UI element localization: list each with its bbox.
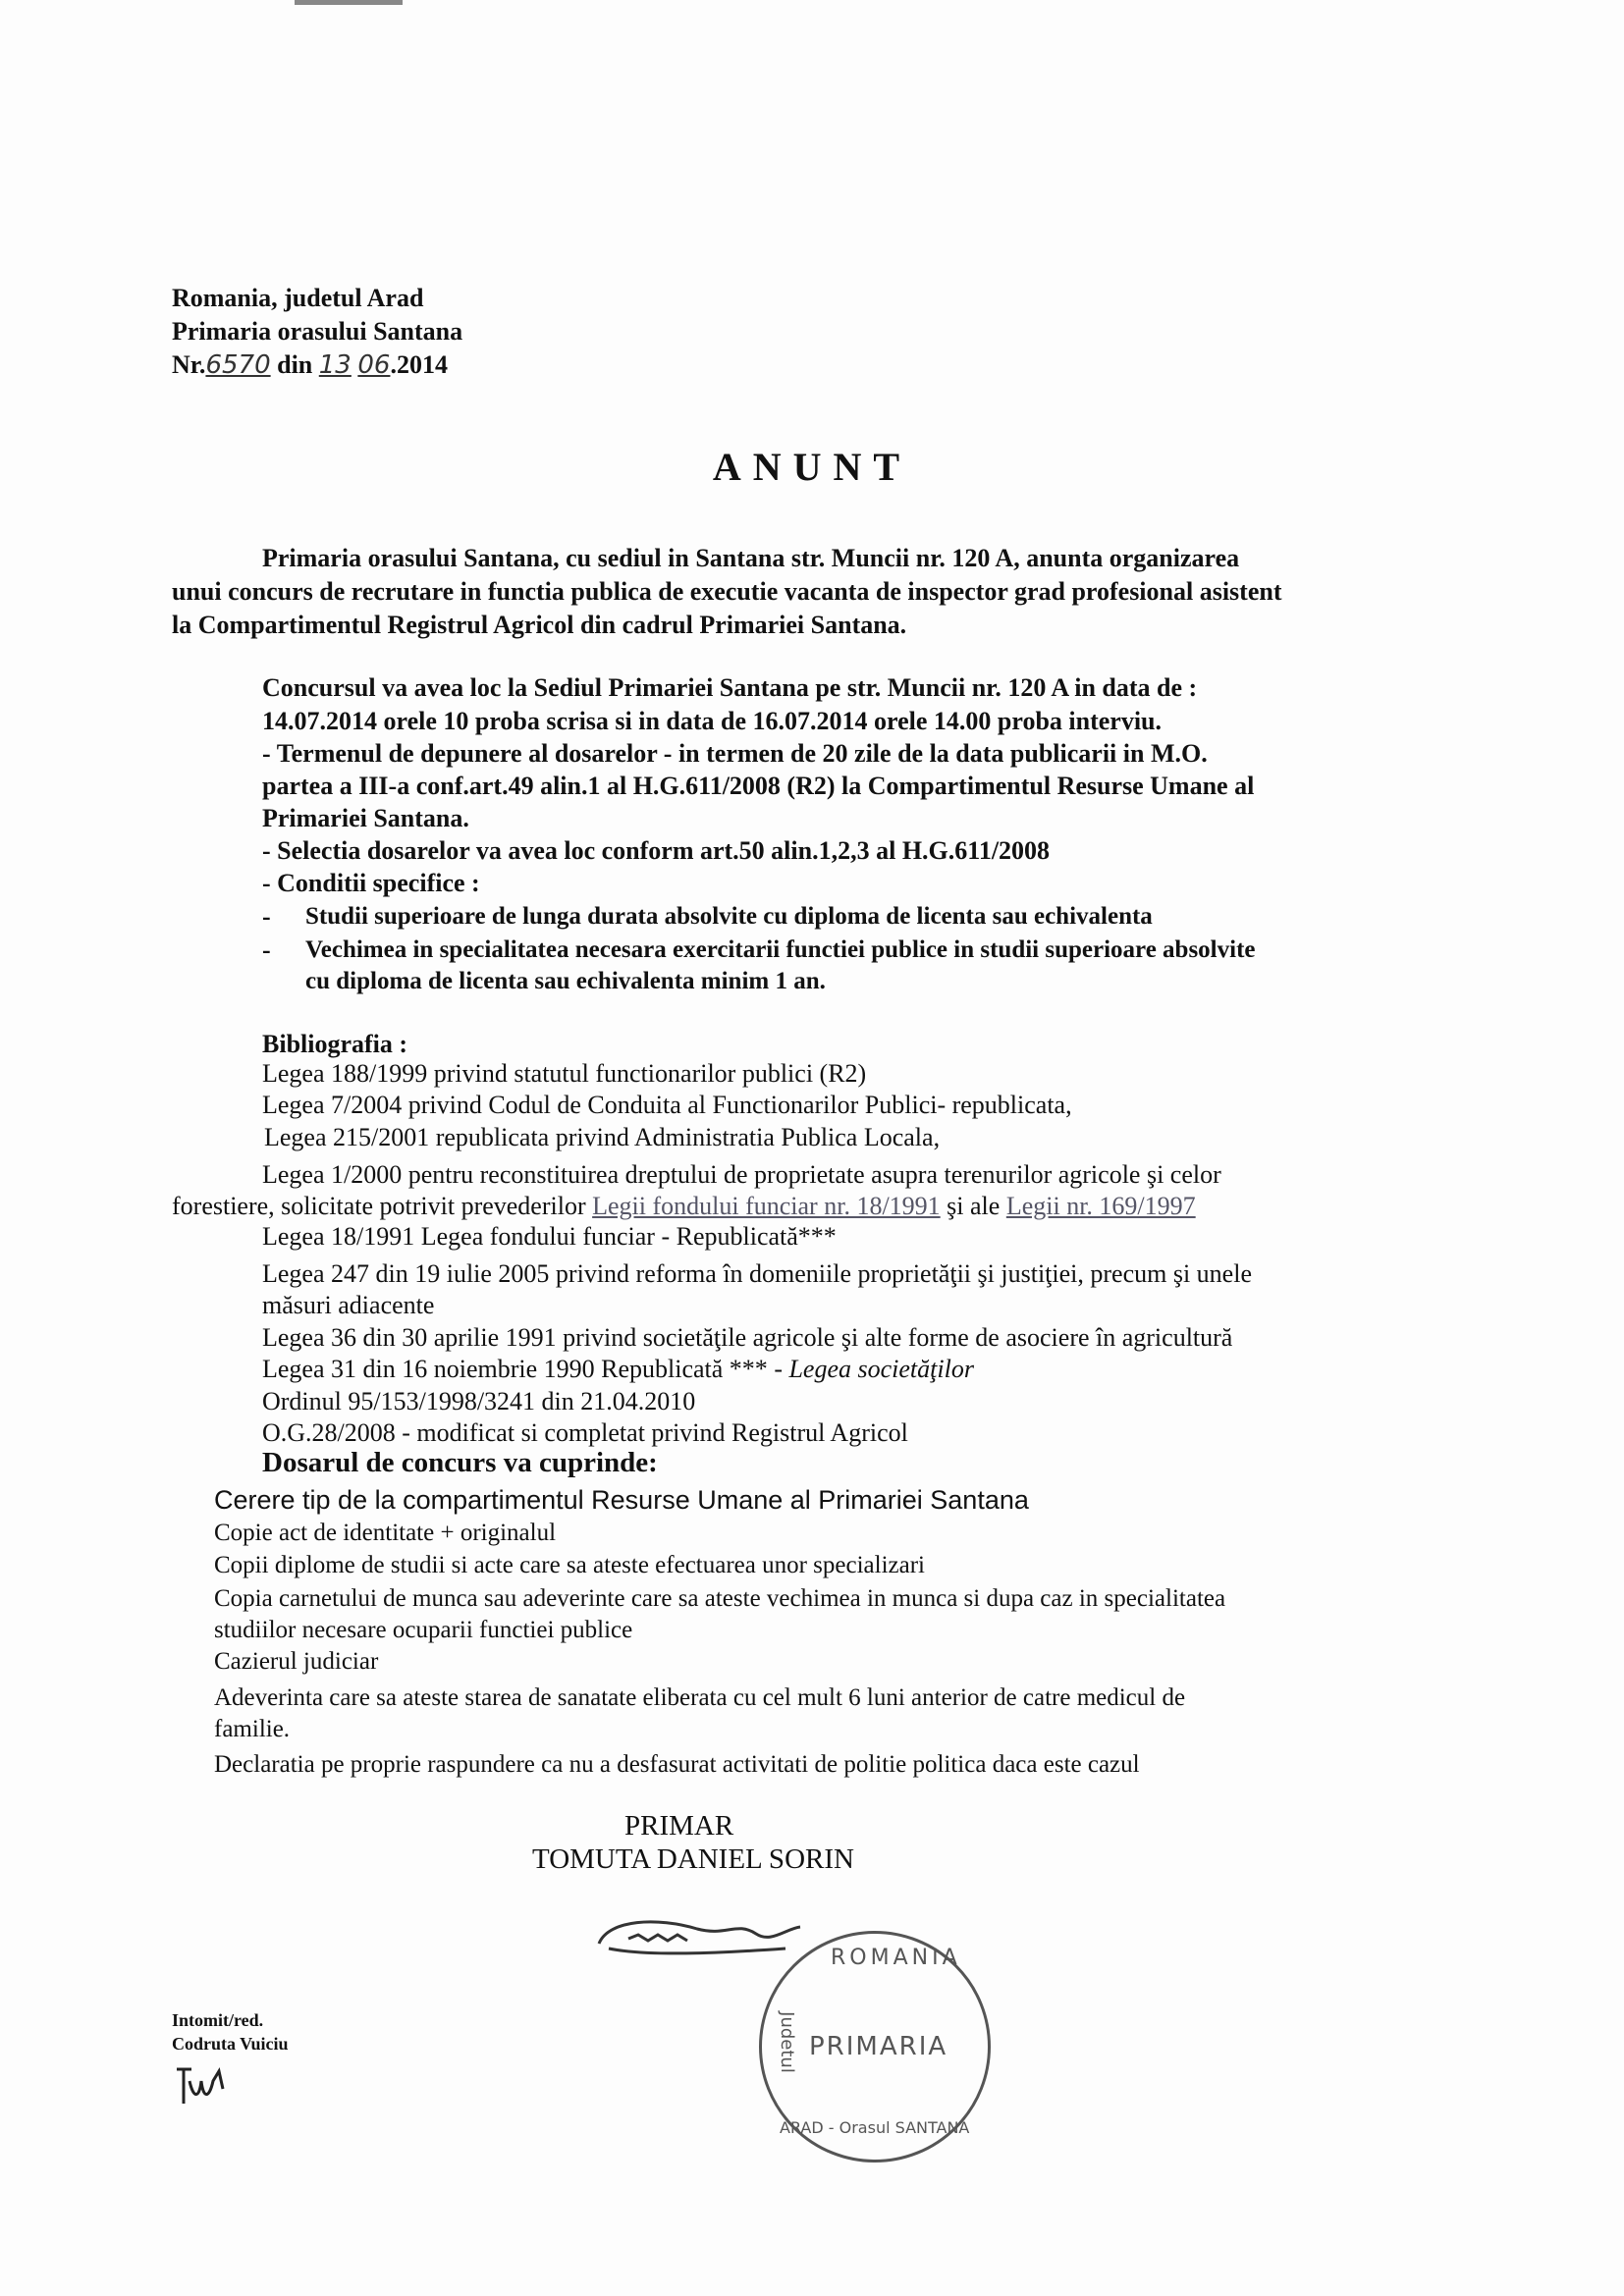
law-link-169-1997[interactable]: Legii nr. 169/1997	[1005, 1192, 1196, 1220]
dosar-item: Cerere tip de la compartimentul Resurse Umane al Primariei Santana	[214, 1485, 1029, 1515]
biblio-item-cont	[172, 1191, 1196, 1222]
biblio-item	[262, 1354, 974, 1385]
biblio-item: Legea 247 din 19 iulie 2005 privind reforma în domeniile proprietăţii şi justiţiei, precum şi unele	[262, 1259, 1252, 1288]
stamp-left: Judetul	[776, 2011, 797, 2073]
biblio-item: Legea 1/2000 pentru reconstituirea dreptului de proprietate asupra terenurilor agricole şi celor	[262, 1160, 1221, 1189]
biblio-item: Legea 7/2004 privind Codul de Conduita al Functionarilor Publici- republicata,	[262, 1091, 1072, 1119]
footer-prepared-by-name: Codruta Vuiciu	[172, 2034, 289, 2054]
intro-line-2: unui concurs de recrutare in functia publica de executie vacanta de inspector grad profesional asistent	[172, 577, 1282, 606]
concurs-line-2: 14.07.2014 orele 10 proba scrisa si in data de 16.07.2014 orele 14.00 proba interviu.	[262, 707, 1163, 735]
date-month: 06	[357, 350, 391, 380]
header-registration	[172, 348, 448, 382]
biblio-item: Legea 215/2001 republicata privind Administratia Publica Locala,	[264, 1123, 941, 1151]
biblio-text: forestiere, solicitate potrivit prevederilor	[172, 1192, 593, 1220]
biblio-text: Legea 31 din 16 noiembrie 1990 Republicată ***	[262, 1355, 775, 1383]
footer-prepared-by-label: Intomit/red.	[172, 2010, 264, 2030]
dosar-item: Copii diplome de studii si acte care sa ateste efectuarea unor specializari	[214, 1552, 925, 1578]
intro-line-1: Primaria orasului Santana, cu sediul in Santana str. Muncii nr. 120 A, anunta organizarea	[262, 544, 1240, 572]
intro-line-3: la Compartimentul Registrul Agricol din cadrul Primariei Santana.	[172, 611, 907, 639]
dosar-item: Declaratia pe proprie raspundere ca nu a desfasurat activitati de politie politica daca este cazul	[214, 1751, 1140, 1778]
concurs-line-1: Concursul va avea loc la Sediul Primariei Santana pe str. Muncii nr. 120 A in data de :	[262, 673, 1198, 702]
biblio-item: Legea 18/1991 Legea fondului funciar - Republicată***	[262, 1222, 837, 1251]
dosar-item: Copie act de identitate + originalul	[214, 1520, 557, 1546]
concurs-line-7: - Conditii specifice :	[262, 869, 480, 897]
dosar-item: Cazierul judiciar	[214, 1648, 379, 1675]
date-year: .2014	[390, 350, 448, 379]
stamp-top: ROMANIA	[831, 1946, 961, 1970]
dosar-item-cont: studiilor necesare ocuparii functiei publice	[214, 1617, 633, 1643]
dosar-item: Adeverinta care sa ateste starea de sanatate eliberata cu cel mult 6 luni anterior de catre medicul de	[214, 1684, 1186, 1711]
biblio-text: şi ale	[940, 1192, 1006, 1220]
condition-dash-2: -	[262, 935, 271, 964]
header-institution: Primaria orasului Santana	[172, 317, 463, 346]
condition-1: Studii superioare de lunga durata absolvite cu diploma de licenta sau echivalenta	[305, 903, 1153, 930]
biblio-item-cont: măsuri adiacente	[262, 1291, 435, 1319]
dosar-item-cont: familie.	[214, 1716, 291, 1742]
biblio-item: Ordinul 95/153/1998/3241 din 21.04.2010	[262, 1387, 696, 1415]
header-county: Romania, judetul Arad	[172, 284, 424, 312]
handwritten-signature	[589, 1899, 825, 1978]
condition-2: Vechimea in specialitatea necesara exercitarii functiei publice in studii superioare absolvite	[305, 936, 1256, 963]
scan-mark	[295, 0, 403, 5]
concurs-line-3: - Termenul de depunere al dosarelor - in termen de 20 zile de la data publicarii in M.O.	[262, 739, 1208, 768]
nr-prefix: Nr.	[172, 350, 206, 379]
stamp-center: PRIMARIA	[809, 2032, 948, 2061]
dosar-item: Copia carnetului de munca sau adeverinte care sa ateste vechimea in munca si dupa caz in specialitatea	[214, 1585, 1226, 1612]
condition-2-cont: cu diploma de licenta sau echivalenta minim 1 an.	[305, 968, 826, 994]
footer-initials-signature	[172, 2059, 241, 2109]
condition-dash-1: -	[262, 902, 271, 931]
din-label: din	[277, 350, 313, 379]
biblio-item: Legea 188/1999 privind statutul functionarilor publici (R2)	[262, 1059, 867, 1088]
biblio-item: O.G.28/2008 - modificat si completat privind Registrul Agricol	[262, 1418, 908, 1447]
biblio-text-italic: - Legea societăţilor	[774, 1355, 974, 1383]
official-stamp	[759, 1931, 991, 2163]
concurs-line-4: partea a III-a conf.art.49 alin.1 al H.G.611/2008 (R2) la Compartimentul Resurse Umane al	[262, 772, 1255, 800]
date-day: 13	[318, 350, 352, 380]
page-title: ANUNT	[712, 445, 912, 489]
concurs-line-5: Primariei Santana.	[262, 804, 469, 832]
dosar-heading: Dosarul de concurs va cuprinde:	[262, 1447, 658, 1478]
concurs-line-6: - Selectia dosarelor va avea loc conform art.50 alin.1,2,3 al H.G.611/2008	[262, 836, 1051, 865]
nr-value: 6570	[205, 350, 271, 380]
biblio-heading: Bibliografia :	[262, 1030, 408, 1058]
biblio-item: Legea 36 din 30 aprilie 1991 privind societăţile agricole şi alte forme de asociere în agricultură	[262, 1323, 1233, 1352]
signature-role: PRIMAR	[624, 1810, 734, 1842]
stamp-bottom: ARAD - Orasul SANTANA	[780, 2118, 970, 2137]
law-link-18-1991[interactable]: Legii fondului funciar nr. 18/1991	[592, 1192, 941, 1220]
signature-name: TOMUTA DANIEL SORIN	[532, 1843, 854, 1875]
